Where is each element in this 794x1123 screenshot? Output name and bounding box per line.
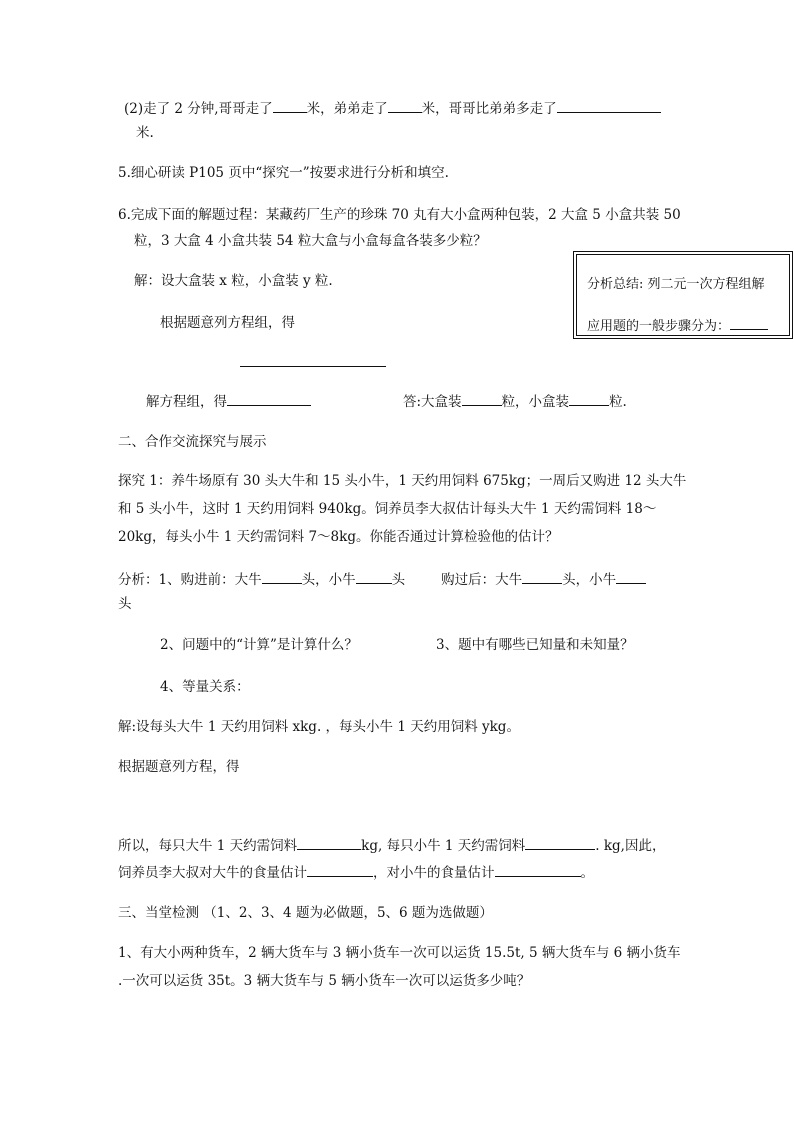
est-blank-1[interactable] xyxy=(307,862,373,877)
est-b: ，对小牛的食量估计 xyxy=(373,865,495,881)
est-blank-2[interactable] xyxy=(495,862,581,877)
summary-line2: 应用题的一般步骤分为： xyxy=(587,319,731,334)
analysis-a: 分析：1、购进前：大牛 xyxy=(118,572,262,588)
s3-q1-line1: 1、有大小两种货车，2 辆大货车与 3 辆小货车一次可以运货 15.5t, 5 辆大货车与 6 辆小货车 xyxy=(118,945,681,961)
q2-text-c: 米，哥哥比弟弟多走了 xyxy=(421,101,557,117)
explore-line2: 和 5 头小牛，这时 1 天约用饲料 940kg。饲养员李大叔估计每头大牛 1 天约需饲料 18～ xyxy=(118,501,657,517)
q6-line2: 粒，3 大盒 4 小盒共装 54 粒大盒与小盒每盒各装多少粒？ xyxy=(134,233,487,249)
summary-line2-row xyxy=(587,315,768,334)
equation-prompt-2: 根据题意列方程，得 xyxy=(118,759,240,775)
est-a: 饲养员李大叔对大牛的食量估计 xyxy=(118,865,307,881)
q6-result-line xyxy=(146,391,627,411)
analysis-blank-2[interactable] xyxy=(356,569,392,584)
q2-blank-2[interactable] xyxy=(388,98,422,113)
analysis-f: 头 xyxy=(118,596,132,612)
s3-q1-line2: .一次可以运货 35t。3 辆大货车与 5 辆小货车一次可以运货多少吨？ xyxy=(118,973,531,989)
analysis-d: 购过后：大牛 xyxy=(441,572,523,588)
analysis-line xyxy=(118,569,646,589)
summary-line1: 分析总结: 列二元一次方程组解 xyxy=(587,277,765,292)
so-line xyxy=(118,835,665,855)
est-line xyxy=(118,862,594,882)
q6-answer-b: 粒，小盒装 xyxy=(501,394,570,410)
q3-known: 3、题中有哪些已知量和未知量？ xyxy=(436,637,634,653)
q6-solve-result: 解方程组，得 xyxy=(146,394,227,410)
q5-text: 5.细心研读 P105 页中“探究一”按要求进行分析和填空. xyxy=(118,165,449,181)
so-blank-1[interactable] xyxy=(297,835,361,850)
q2-text-a: (2)走了 2 分钟,哥哥走了 xyxy=(124,101,273,117)
q2-calc: 2、问题中的“计算”是计算什么？ xyxy=(160,637,358,653)
explore-line3: 20kg，每头小牛 1 天约需饲料 7～8kg。你能否通过计算检验他的估计？ xyxy=(118,529,559,545)
q6-equation-prompt: 根据题意列方程组，得 xyxy=(160,315,295,331)
q6-answer-blank-2[interactable] xyxy=(569,391,609,406)
solution-set: 解:设每头大牛 1 天约用饲料 xkg. ，每头小牛 1 天约用饲料 ykg。 xyxy=(118,719,520,735)
est-c: 。 xyxy=(580,865,594,881)
q2-unit: 米. xyxy=(136,125,154,141)
analysis-c: 头 xyxy=(391,572,406,588)
q6-solve-set: 解：设大盒装 x 粒，小盒装 y 粒. xyxy=(134,273,333,289)
analysis-b: 头，小牛 xyxy=(301,572,356,588)
section3-heading: 三、当堂检测 （1、2、3、4 题为必做题，5、6 题为选做题） xyxy=(118,905,493,921)
analysis-blank-4[interactable] xyxy=(616,569,646,584)
explore-line1: 探究 1：养牛场原有 30 头大牛和 15 头小牛，1 天约用饲料 675kg；一周后又购进 12 头大牛 xyxy=(118,473,687,489)
q6-answer-blank-1[interactable] xyxy=(462,391,502,406)
so-c: . kg,因此， xyxy=(595,838,666,854)
q6-answer-a: 答:大盒装 xyxy=(403,394,462,410)
q6-line1: 6.完成下面的解题过程：某藏药厂生产的珍珠 70 丸有大小盒两种包装，2 大盒 5 小盒共装 50 xyxy=(118,207,681,223)
analysis-e: 头，小牛 xyxy=(562,572,617,588)
so-b: kg, 每只小牛 1 天约需饲料 xyxy=(361,838,526,854)
summary-blank[interactable] xyxy=(730,315,768,330)
q2-blank-3[interactable] xyxy=(557,98,661,113)
q2-text-b: 米，弟弟走了 xyxy=(306,101,388,117)
analysis-blank-1[interactable] xyxy=(262,569,302,584)
section2-heading: 二、合作交流探究与展示 xyxy=(118,434,267,450)
summary-box xyxy=(576,254,790,336)
so-blank-2[interactable] xyxy=(525,835,595,850)
q2-blank-1[interactable] xyxy=(273,98,307,113)
q6-equation-blank[interactable] xyxy=(240,366,386,367)
q6-result-blank[interactable] xyxy=(227,391,311,406)
q6-answer-c: 粒. xyxy=(609,394,627,410)
analysis-blank-3[interactable] xyxy=(522,569,562,584)
so-a: 所以，每只大牛 1 天约需饲料 xyxy=(118,838,298,854)
q2-line xyxy=(124,98,661,118)
q4-equal: 4、等量关系： xyxy=(160,679,250,695)
